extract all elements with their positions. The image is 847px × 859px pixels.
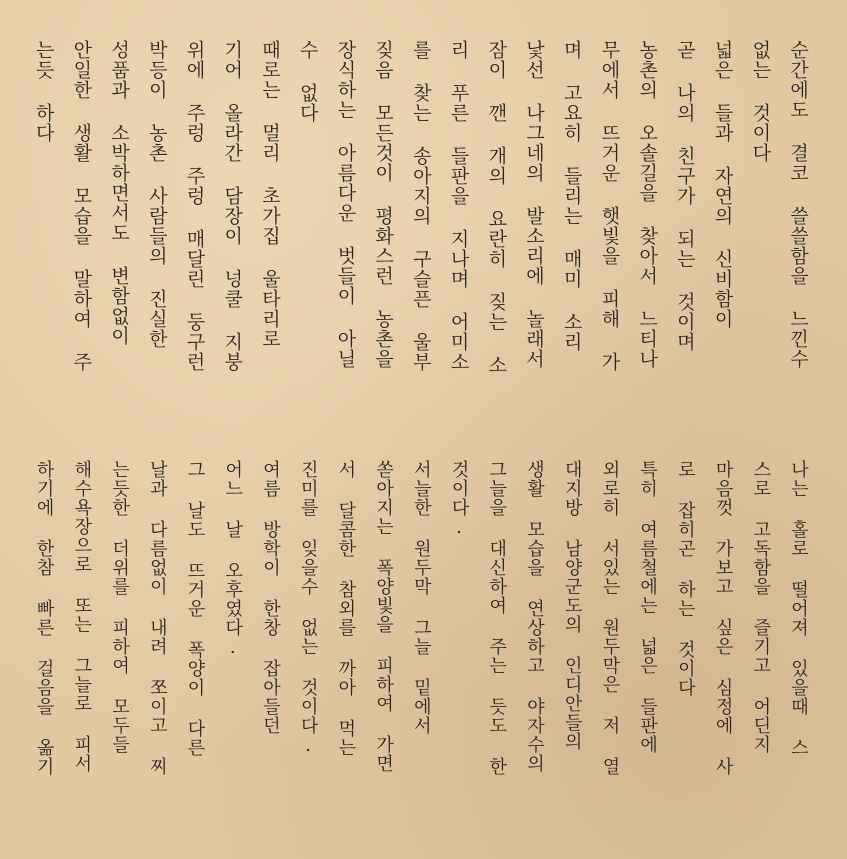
text-column: 마음껏 가보고 싶은 심정에 사 (712, 460, 734, 776)
text-column: 무에서 뜨거운 햇빛을 피해 가 (598, 40, 621, 372)
text-column: 잠이 깬 개의 요란히 짖는 소 (485, 40, 508, 375)
text-column: 는듯 하다 (32, 40, 55, 143)
text-column: 넓은 들과 자연의 신비함이 (711, 40, 734, 329)
text-column: 짖음 모든것이 평화스런 농촌을 (372, 40, 395, 369)
text-column: 며 고요히 들리는 매미 소리 (560, 40, 583, 352)
text-column: 하기에 한참 빠른 걸음을 옮기 (33, 460, 55, 776)
text-column: 박등이 농촌 사람들의 진실한 (145, 40, 168, 349)
text-column: 순간에도 결코 쓸쓸함을 느낀수 (787, 40, 809, 369)
text-column: 날과 다름없이 내려 쪼이고 찌 (146, 460, 168, 776)
text-column: 그 날도 뜨거운 폭양이 다른 (184, 460, 206, 757)
text-column: 성품과 소박하면서도 변함없이 (108, 40, 131, 346)
text-column: 서 달콤한 참외를 까아 먹는 (335, 460, 357, 757)
text-column: 특히 여름철에는 넓은 들판에 (637, 460, 659, 754)
text-column: 서늘한 원두막 그늘 밑에서 (410, 460, 432, 735)
text-column: 진미를 잊을수 없는 것이다. (297, 460, 319, 757)
text-column: 없는 것이다 (749, 40, 772, 163)
text-column: 스로 고독함을 즐기고 어딘지 (750, 460, 772, 754)
text-column: 대지방 남양군도의 인디안들의 (561, 460, 583, 751)
text-column: 생활 모습을 연상하고 야자수의 (523, 460, 545, 773)
text-column: 것이다. (448, 460, 470, 539)
text-column: 여름 방학이 한창 잡아들던 (259, 460, 281, 735)
text-column: 안일한 생활 모습을 말하여 주 (70, 40, 93, 372)
text-column: 외로히 서있는 원두막은 저 열 (599, 460, 621, 776)
bottom-text-block (28, 460, 820, 845)
text-column: 로 잡히곤 하는 것이다 (674, 460, 696, 697)
text-column: 어느 날 오후였다. (222, 460, 244, 659)
text-column: 곧 나의 친구가 되는 것이며 (673, 40, 696, 352)
top-text-block (28, 40, 820, 440)
text-column: 는듯한 더위를 피하여 모두들 (109, 460, 131, 754)
text-column: 쏟아지는 폭양빛을 피하여 가면 (373, 460, 395, 773)
text-column: 그늘을 대신하여 주는 듯도 한 (486, 460, 508, 776)
text-column: 수 없다 (296, 40, 319, 123)
text-column: 농촌의 오솔길을 찾아서 느티나 (636, 40, 659, 369)
text-column: 위에 주렁 주렁 매달린 둥구런 (183, 40, 206, 372)
text-column: 장식하는 아름다운 벗들이 아닐 (334, 40, 357, 369)
text-column: 리 푸른 들판을 지나며 어미소 (447, 40, 470, 372)
text-column: 를 찾는 송아지의 구슬픈 울부 (409, 40, 432, 372)
text-column: 나는 홀로 떨어져 있을때 스 (788, 460, 809, 757)
text-column: 해수욕장으로 또는 그늘로 피서 (71, 460, 93, 773)
text-column: 기어 올라간 담장이 넝쿨 지붕 (221, 40, 244, 372)
text-column: 때로는 멀리 초가집 울타리로 (258, 40, 281, 349)
text-column: 낯선 나그네의 발소리에 놀래서 (522, 40, 545, 369)
